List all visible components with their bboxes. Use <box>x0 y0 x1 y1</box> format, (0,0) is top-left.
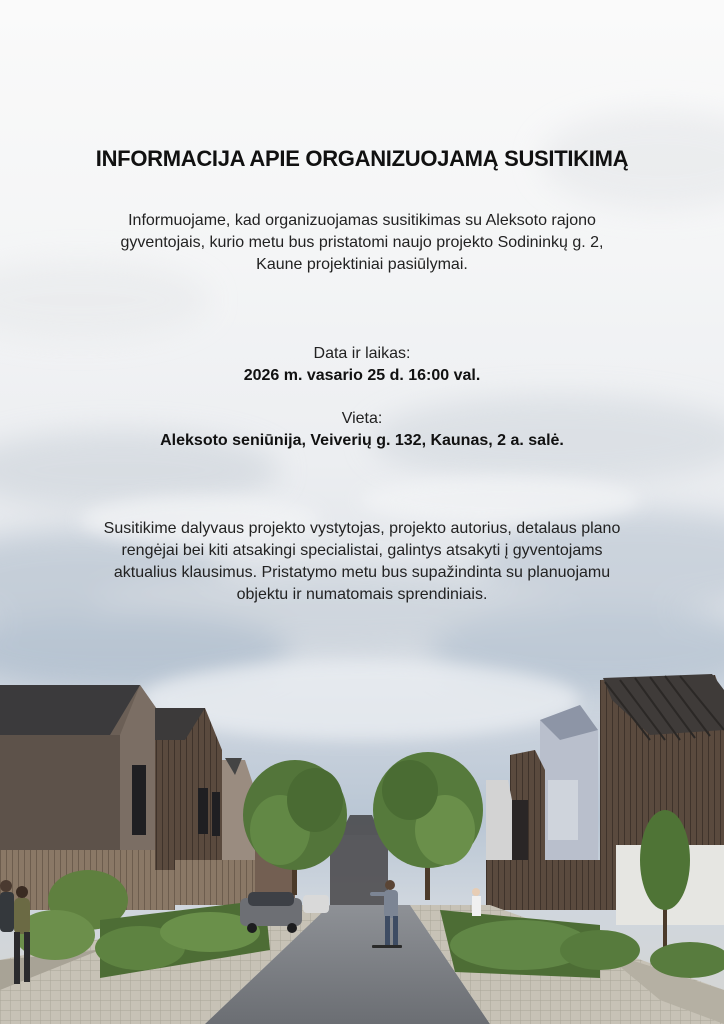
datetime-value: 2026 m. vasario 25 d. 16:00 val. <box>243 367 481 384</box>
place-label: Vieta: <box>341 410 383 427</box>
page-title: INFORMACIJA APIE ORGANIZUOJAMĄ SUSITIKIMĄ <box>95 146 629 171</box>
street-rendering-image <box>0 660 724 1024</box>
left-houses <box>0 685 255 910</box>
datetime-label: Data ir laikas: <box>313 345 411 362</box>
intro-paragraph: Informuojame, kad organizuojamas susitikimas su Aleksoto rajono gyventojais, kurio metu bus pristatomi naujo projekto Sodininkų g. 2, Kaune projektiniai pasiūlymai. <box>120 212 604 273</box>
datetime-block <box>0 343 724 387</box>
place-value: Aleksoto seniūnija, Veiverių g. 132, Kaunas, 2 a. salė. <box>160 432 564 449</box>
place-block <box>0 408 724 452</box>
closing-paragraph: Susitikime dalyvaus projekto vystytojas, projekto autorius, detalaus plano rengėjai bei kiti atsakingi specialistai, galintys atsakyti į gyventojams aktualius klausimus. Pristatymo metu bus supažindinta su planuojamu objektu ir numatomais sprendiniais. <box>103 520 621 603</box>
right-houses <box>486 674 724 925</box>
